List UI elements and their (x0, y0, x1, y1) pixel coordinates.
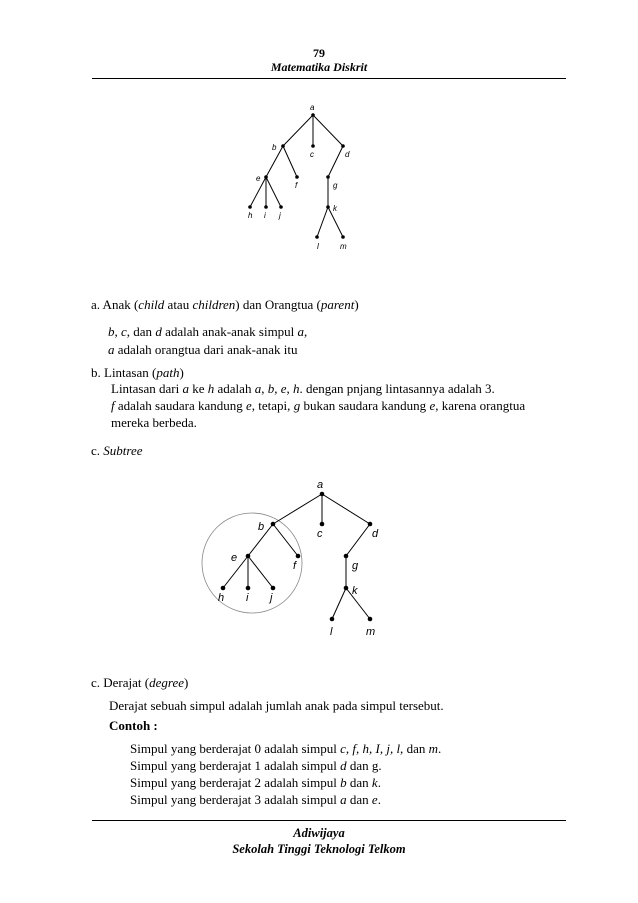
label-e: e (256, 174, 261, 183)
node2-i (246, 586, 251, 591)
node-h (248, 205, 252, 209)
node-b (281, 144, 285, 148)
label-f: f (295, 181, 298, 190)
section-b-line-2: f adalah saudara kandung e, tetapi, g bukan saudara kandung e, karena orangtua (111, 398, 526, 413)
node2-k (344, 586, 349, 591)
example-degree-2: Simpul yang berderajat 2 adalah simpul b dan k. (130, 775, 381, 790)
label2-c: c (317, 528, 323, 540)
label-k: k (333, 204, 337, 213)
label-d: d (345, 150, 350, 159)
node2-a (320, 492, 325, 497)
label-c: c (310, 150, 314, 159)
node2-m (368, 617, 373, 622)
node2-b (271, 522, 276, 527)
node2-j (271, 586, 276, 591)
node-a (311, 113, 315, 117)
node-j (279, 205, 283, 209)
section-d-title: c. Derajat (degree) (91, 675, 189, 690)
label2-f: f (293, 560, 297, 572)
label2-a: a (317, 479, 324, 491)
node2-c (320, 522, 325, 527)
label-l: l (317, 242, 319, 251)
tree-diagram-subtree (0, 460, 638, 660)
node2-h (221, 586, 226, 591)
label2-i: i (246, 592, 249, 604)
tree-diagram-small (0, 0, 638, 290)
page-number: 79 (313, 46, 325, 60)
label2-k: k (352, 585, 358, 597)
node2-l (330, 617, 335, 622)
label-m: m (340, 242, 347, 251)
label-j: j (279, 211, 281, 220)
running-title: Matematika Diskrit (270, 60, 368, 74)
label2-e: e (231, 552, 238, 564)
section-b-line-1: Lintasan dari a ke h adalah a, b, e, h. dengan pnjang lintasannya adalah 3. (111, 381, 495, 396)
section-a-line-1: b, c, dan d adalah anak-anak simpul a, (108, 324, 308, 339)
label2-l: l (330, 626, 333, 638)
example-degree-1: Simpul yang berderajat 1 adalah simpul d dan g. (130, 758, 382, 773)
node-e (264, 175, 268, 179)
node-l (315, 235, 319, 239)
label2-m: m (366, 626, 376, 638)
label-b: b (272, 143, 277, 152)
footer-author: Adiwijaya (293, 826, 345, 840)
section-b-line-3: mereka berbeda. (111, 415, 197, 430)
node2-d (368, 522, 373, 527)
subtree-circle (202, 513, 302, 613)
section-c-title: c. Subtree (91, 443, 143, 458)
label-a: a (310, 103, 315, 112)
label2-b: b (258, 521, 265, 533)
example-label: Contoh : (109, 718, 158, 733)
example-degree-3: Simpul yang berderajat 3 adalah simpul a dan e. (130, 792, 381, 807)
footer-rule (92, 820, 566, 821)
label2-d: d (372, 528, 379, 540)
node-m (341, 235, 345, 239)
label2-h: h (218, 592, 225, 604)
section-a-line-2: a adalah orangtua dari anak-anak itu (108, 342, 298, 357)
node-k (326, 205, 330, 209)
node2-f (296, 554, 301, 559)
label2-g: g (352, 560, 359, 572)
section-d-definition: Derajat sebuah simpul adalah jumlah anak pada simpul tersebut. (109, 698, 444, 713)
node2-e (246, 554, 251, 559)
label-h: h (248, 211, 253, 220)
node-g (326, 175, 330, 179)
footer-institution: Sekolah Tinggi Teknologi Telkom (232, 842, 406, 856)
section-b-title: b. Lintasan (path) (91, 365, 184, 380)
example-degree-0: Simpul yang berderajat 0 adalah simpul c, f, h, I, j, l, dan m. (130, 741, 442, 756)
node-c (311, 144, 315, 148)
node2-g (344, 554, 349, 559)
label-g: g (333, 181, 338, 190)
label2-j: j (270, 592, 273, 604)
section-a-title: a. Anak (child atau children) dan Orangtua (parent) (91, 297, 359, 312)
label-i: i (264, 211, 266, 220)
node-i (264, 205, 268, 209)
node-f (295, 175, 299, 179)
node-d (341, 144, 345, 148)
